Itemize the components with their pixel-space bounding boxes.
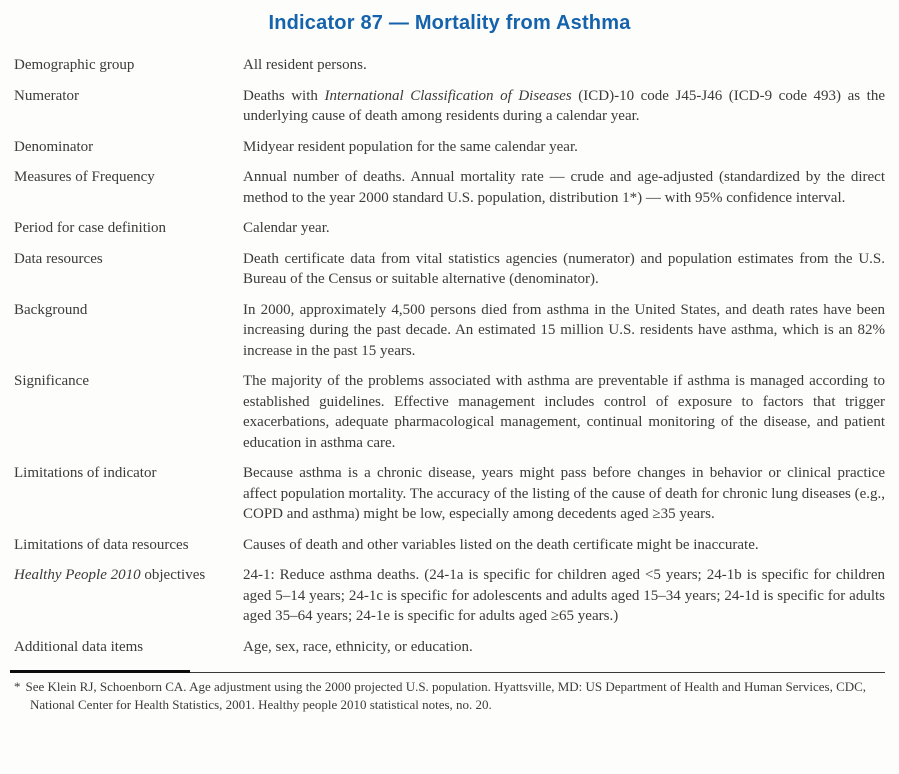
row-label: Significance	[14, 373, 89, 389]
row-measures-of-frequency	[14, 167, 885, 208]
row-value: 24-1: Reduce asthma deaths. (24-1a is specific for children aged <5 years; 24-1b is specific for children aged 5–14 years; 24-1c is specific for adolescents and adults aged 15–34 years; 24-1d is specific for adults aged 35–64 years; 24-1e is specific for adults aged ≥65 years.)	[243, 567, 885, 624]
row-value: The majority of the problems associated with asthma are preventable if asthma is managed according to established guidelines. Effective management includes control of exposure to factors that trigger exacerbations, adequate pharmacological management, continual monitoring of the disease, and patient education in asthma care.	[243, 373, 885, 451]
row-label: Additional data items	[14, 638, 144, 655]
divider-thick-segment	[10, 670, 190, 674]
row-limitations-of-data-resources	[14, 535, 885, 556]
row-value: Calendar year.	[243, 220, 330, 236]
row-value: Age, sex, race, ethnicity, or education.	[243, 638, 473, 655]
row-background	[14, 300, 885, 362]
document-page	[0, 12, 899, 713]
row-significance	[14, 371, 885, 453]
row-healthy-people-2010-objectives	[14, 565, 885, 627]
row-value: Causes of death and other variables listed on the death certificate might be inaccurate.	[243, 536, 759, 553]
footnote	[14, 678, 885, 713]
page-title: Indicator 87 — Mortality from Asthma	[268, 12, 631, 34]
footnote-marker: *	[14, 679, 21, 694]
value-text-after: (ICD)-10 code J45-J46 (ICD-9 code 493) as the underlying cause of death among residents during a calendar year.	[243, 87, 886, 124]
row-period-for-case-definition	[14, 218, 885, 239]
value-text-before: Deaths with	[243, 87, 325, 104]
label-italic: Healthy People 2010	[14, 567, 141, 583]
row-label: Period for case definition	[14, 220, 167, 236]
row-numerator	[14, 86, 885, 127]
definition-table	[14, 55, 885, 657]
row-label	[14, 565, 243, 627]
label-after: objectives	[140, 567, 206, 583]
value-text-italic: International Classification of Diseases	[324, 87, 572, 104]
row-value: Death certificate data from vital statistics agencies (numerator) and population estimates from the U.S. Bureau of the Census or suitable alternative (denominator).	[243, 250, 885, 287]
row-label: Measures of Frequency	[14, 169, 155, 185]
footnote-divider	[14, 667, 885, 673]
row-additional-data-items	[14, 637, 885, 658]
row-label: Background	[14, 301, 88, 318]
row-label: Denominator	[14, 138, 94, 155]
row-label: Numerator	[14, 87, 79, 104]
row-value: Because asthma is a chronic disease, years might pass before changes in behavior or clinical practice affect population mortality. The accuracy of the listing of the cause of death for chronic lung diseases (e.g., COPD and asthma) might be low, especially among decedents aged ≥35 years.	[243, 465, 885, 522]
footnote-text: See Klein RJ, Schoenborn CA. Age adjustment using the 2000 projected U.S. population. Hyattsville, MD: US Department of Health and Human Services, CDC, National Center for Health Statistics, 2001. Healthy people 2010 statistical notes, no. 20.	[25, 679, 867, 712]
row-value: Annual number of deaths. Annual mortality rate — crude and age-adjusted (standardized by the direct method to the year 2000 standard U.S. population, distribution 1*) — with 95% confidence interval.	[243, 169, 885, 206]
row-denominator	[14, 137, 885, 158]
row-limitations-of-indicator	[14, 463, 885, 525]
row-label: Demographic group	[14, 57, 135, 73]
row-data-resources	[14, 249, 885, 290]
row-value: In 2000, approximately 4,500 persons died from asthma in the United States, and death rates have been increasing during the past decade. An estimated 15 million U.S. residents have asthma, which is an 82% increase in the past 15 years.	[243, 301, 885, 359]
row-value	[243, 86, 885, 127]
row-label: Data resources	[14, 250, 103, 267]
row-value: Midyear resident population for the same calendar year.	[243, 138, 578, 155]
row-label: Limitations of indicator	[14, 465, 157, 481]
row-demographic-group	[14, 55, 885, 76]
row-label: Limitations of data resources	[14, 536, 189, 553]
row-value: All resident persons.	[243, 57, 367, 73]
